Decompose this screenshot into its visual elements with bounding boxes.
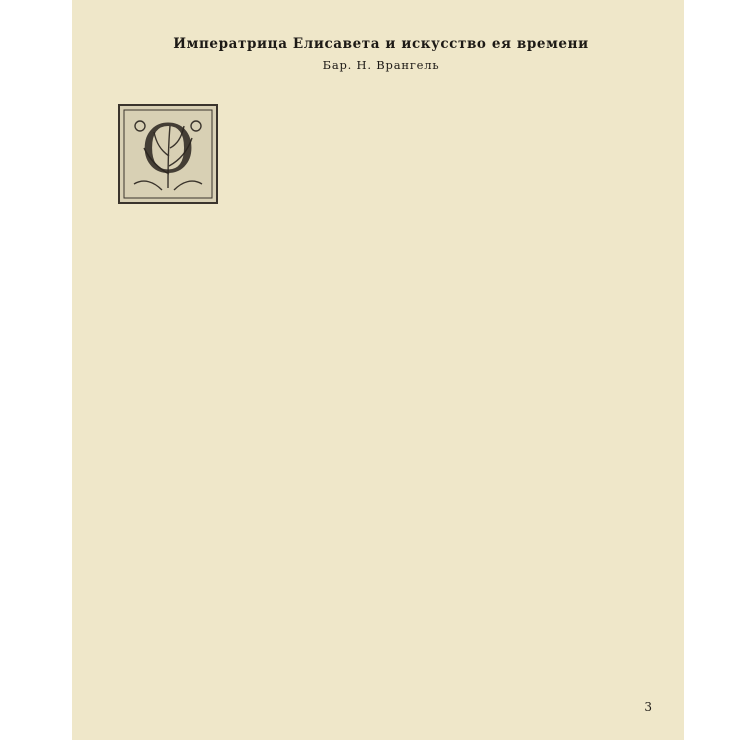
page-number: 3	[644, 700, 652, 714]
article-title: Императрица Елисавета и искусство ея времени	[173, 36, 589, 52]
article-header	[118, 36, 644, 72]
dropcap-letter: О	[140, 111, 196, 188]
dropcap-initial	[118, 104, 218, 204]
article-author: Бар. Н. Врангель	[322, 58, 440, 72]
document-page	[72, 0, 684, 740]
